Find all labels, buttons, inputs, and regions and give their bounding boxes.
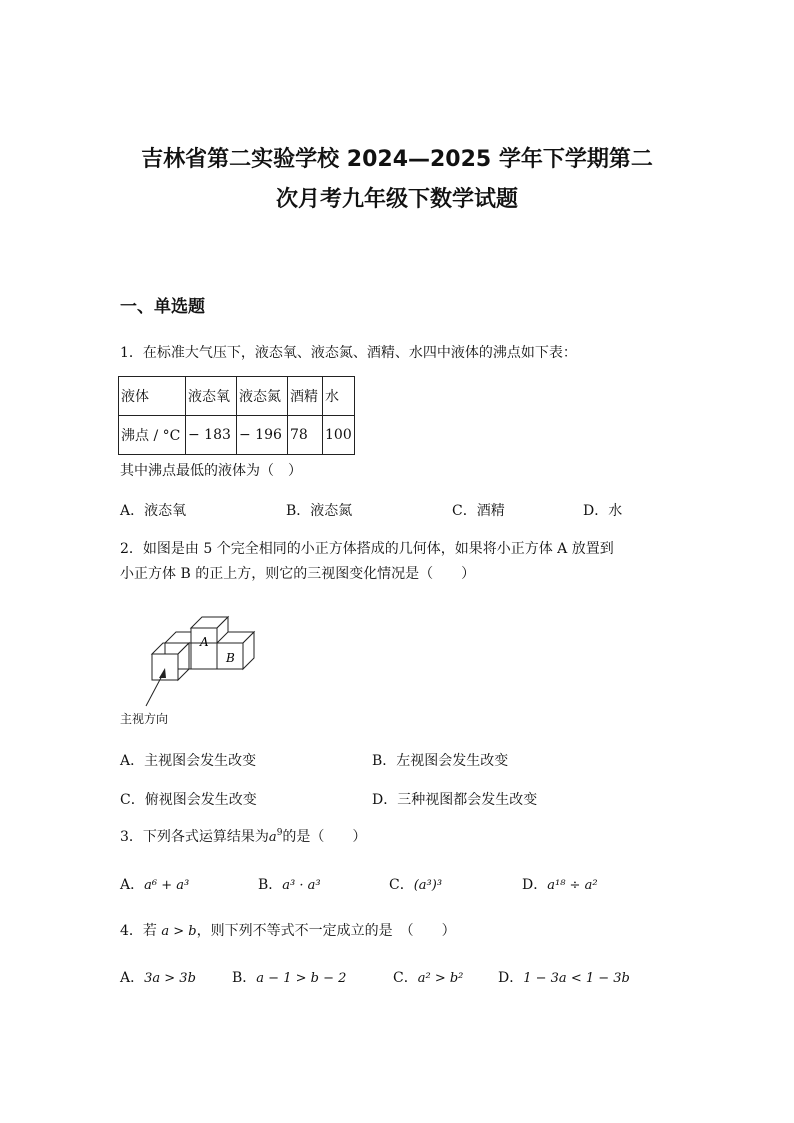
q4-stem <box>120 920 456 940</box>
table-cell: 沸点 / °C <box>119 416 186 455</box>
table-cell: 液体 <box>119 377 186 416</box>
table-row <box>119 377 355 416</box>
q1-option-b: B．液态氮 <box>286 503 353 519</box>
q3-stem-exp: 9 <box>276 828 283 838</box>
q1-ask: 其中沸点最低的液体为（ ） <box>120 463 302 479</box>
q2-option-c: C．俯视图会发生改变 <box>120 792 257 808</box>
q2-option-b: B．左视图会发生改变 <box>372 753 509 769</box>
table-cell: 100 <box>323 416 355 455</box>
q3-stem-suffix: 的是（ ） <box>282 829 367 845</box>
boiling-point-table <box>118 376 355 455</box>
q4-option-b <box>232 967 346 987</box>
cube-label-b: B <box>226 651 235 665</box>
figure-caption: 主视方向 <box>120 712 169 726</box>
q1-option-a: A．液态氧 <box>120 503 187 519</box>
q1-stem: 1．在标准大气压下，液态氧、液态氮、酒精、水四中液体的沸点如下表： <box>120 345 577 361</box>
q3-stem-base: a <box>268 830 277 845</box>
table-cell: 78 <box>288 416 323 455</box>
table-cell: − 196 <box>237 416 288 455</box>
q4-option-c <box>393 967 463 987</box>
q4-option-a <box>120 967 196 987</box>
q2-stem-line-1: 2．如图是由 5 个完全相同的小正方体搭成的几何体，如果将小正方体 A 放置到 <box>120 541 614 557</box>
table-row <box>119 416 355 455</box>
cube-figure <box>110 596 270 708</box>
option-label: B． <box>258 877 283 893</box>
option-label: C． <box>393 970 418 986</box>
q2-stem-line-2: 小正方体 B 的正上方，则它的三视图变化情况是（ ） <box>120 566 476 582</box>
q4-stem-math: a > b <box>161 924 197 939</box>
option-math: a⁶ + a³ <box>144 878 190 893</box>
q3-option-c <box>389 874 442 894</box>
table-cell: 液态氧 <box>186 377 237 416</box>
option-math: a¹⁸ ÷ a² <box>547 878 598 893</box>
q4-stem-prefix: 4．若 <box>120 923 157 939</box>
q3-option-d <box>522 874 598 894</box>
q3-stem <box>120 826 366 846</box>
cube-label-a: A <box>200 635 209 649</box>
option-math: 3a > 3b <box>144 971 196 986</box>
q3-option-a <box>120 874 189 894</box>
exam-title-line-1: 吉林省第二实验学校 2024—2025 学年下学期第二 <box>141 147 653 172</box>
option-math: a − 1 > b − 2 <box>256 971 347 986</box>
q2-option-a: A．主视图会发生改变 <box>120 753 257 769</box>
table-cell: 水 <box>323 377 355 416</box>
q3-option-b <box>258 874 321 894</box>
q1-option-c: C．酒精 <box>452 503 505 519</box>
option-math: a² > b² <box>417 971 464 986</box>
option-label: D． <box>522 877 548 893</box>
option-label: D． <box>498 970 524 986</box>
option-math: (a³)³ <box>413 878 443 893</box>
option-label: A． <box>120 877 145 893</box>
table-cell: 酒精 <box>288 377 323 416</box>
q3-stem-prefix: 3．下列各式运算结果为 <box>120 829 269 845</box>
option-math: 1 − 3a < 1 − 3b <box>523 971 630 986</box>
option-math: a³ · a³ <box>282 878 321 893</box>
q1-option-d: D．水 <box>583 503 623 519</box>
option-label: B． <box>232 970 257 986</box>
q4-option-d <box>498 967 630 987</box>
q2-option-d: D．三种视图都会发生改变 <box>372 792 538 808</box>
option-label: C． <box>389 877 414 893</box>
table-cell: 液态氮 <box>237 377 288 416</box>
exam-title-line-2: 次月考九年级下数学试题 <box>275 187 518 212</box>
section-heading: 一、单选题 <box>120 297 205 317</box>
table-cell: − 183 <box>186 416 237 455</box>
option-label: A． <box>120 970 145 986</box>
q4-stem-suffix: ，则下列不等式不一定成立的是 （ ） <box>196 923 456 939</box>
